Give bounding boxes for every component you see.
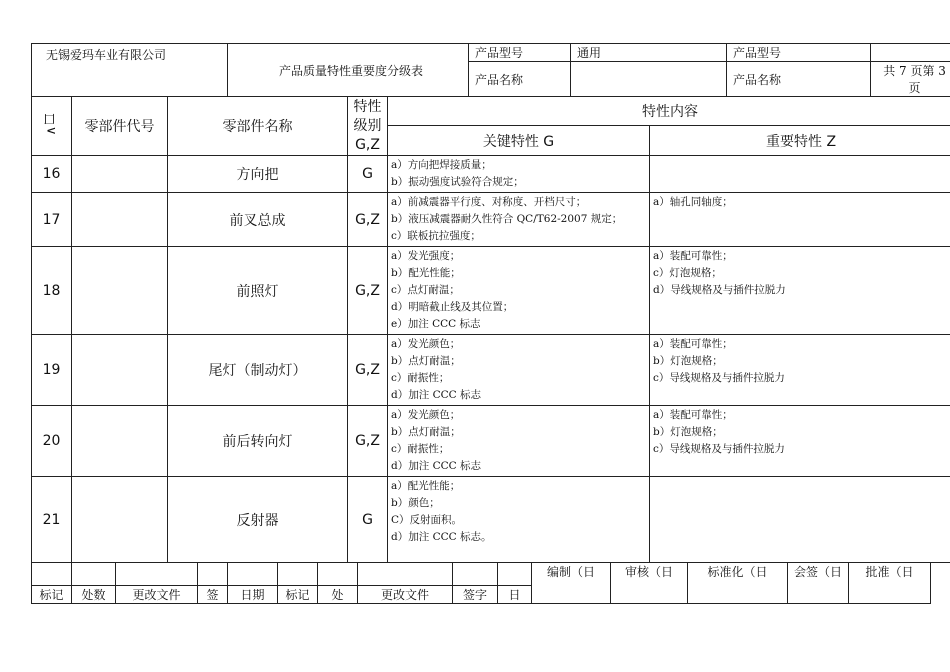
revision-sign-label: 签 [198,586,228,604]
key-characteristics-cell [388,406,650,477]
key-item: a）前减震器平行度、对称度、开档尺寸； [391,196,587,208]
table-row [32,335,950,406]
key-item: a）配光性能； [391,480,461,492]
important-item: d）导线规格及与插件拉脱力 [653,284,786,296]
revision-cell [198,563,228,586]
name-value-1 [571,62,727,97]
important-characteristic-header: 重要特性 Z [650,126,950,156]
level-cell: G [348,477,388,563]
part-code-header: 零部件代号 [72,97,168,156]
key-item: d）加注 CCC 标志 [391,460,482,472]
important-characteristics-cell [650,477,950,563]
name-label-2: 产品名称 [727,62,871,97]
revision-doc-label: 更改文件 [116,586,198,604]
part-code-cell [72,193,168,247]
name-label-1: 产品名称 [469,62,571,97]
important-item: b）灯泡规格； [653,355,723,367]
level-cell: G,Z [348,247,388,335]
revision-cell [358,563,453,586]
revision-doc-label-2: 更改文件 [358,586,453,604]
part-code-cell [72,477,168,563]
revision-table [31,562,931,604]
part-name-header: 零部件名称 [168,97,348,156]
key-item: c）耐振性； [391,372,450,384]
part-name-cell: 方向把 [168,156,348,193]
key-item: b）点灯耐温； [391,355,461,367]
sign-prepared: 编制（日 [532,563,611,604]
important-characteristics-cell [650,193,950,247]
key-item: c）联板抗拉强度； [391,230,481,242]
important-item: a）装配可靠性； [653,409,733,421]
row-number: 20 [32,406,72,477]
part-name-cell: 前叉总成 [168,193,348,247]
form-title: 产品质量特性重要度分级表 [228,44,469,97]
sign-standardized: 标准化（日 [688,563,788,604]
key-item: c）点灯耐温； [391,284,460,296]
part-code-cell [72,406,168,477]
key-characteristics-cell [388,156,650,193]
revision-cell [116,563,198,586]
key-item: C）反射面积。 [391,514,463,526]
key-item: d）明暗截止线及其位置； [391,301,514,313]
part-name-cell: 尾灯（制动灯） [168,335,348,406]
revision-cell [228,563,278,586]
key-item: b）配光性能； [391,267,461,279]
important-item: c）灯泡规格； [653,267,722,279]
table-row [32,156,950,193]
revision-cell [453,563,498,586]
page-count: 共 7 页第 3 页 [871,62,950,97]
revision-cell [72,563,116,586]
part-name-cell: 反射器 [168,477,348,563]
level-cell: G,Z [348,335,388,406]
revision-count-label: 处数 [72,586,116,604]
row-number: 17 [32,193,72,247]
sign-approved: 批准（日 [849,563,931,604]
important-characteristics-cell [650,335,950,406]
key-item: c）耐振性； [391,443,450,455]
part-code-cell [72,156,168,193]
revision-date-label: 日期 [228,586,278,604]
model-label-2: 产品型号 [727,44,871,62]
model-value-1: 通用 [571,44,727,62]
key-characteristics-cell [388,247,650,335]
key-item: e）加注 CCC 标志 [391,318,481,330]
sign-reviewed: 审核（日 [611,563,688,604]
revision-cell [498,563,532,586]
row-number: 18 [32,247,72,335]
part-name-cell: 前照灯 [168,247,348,335]
table-row [32,477,950,563]
form-table [31,43,950,563]
key-characteristics-cell [388,335,650,406]
important-item: a）装配可靠性； [653,250,733,262]
key-item: b）颜色； [391,497,440,509]
revision-cell [278,563,318,586]
important-item: b）灯泡规格； [653,426,723,438]
key-item: d）加注 CCC 标志 [391,389,482,401]
quality-form-sheet [31,43,946,604]
key-characteristics-cell [388,193,650,247]
key-item: b）振动强度试验符合规定； [391,176,524,188]
company-name: 无锡爱玛车业有限公司 [32,44,228,97]
key-item: a）发光颜色； [391,409,461,421]
part-code-cell [72,247,168,335]
revision-date-label-2: 日 [498,586,532,604]
revision-cell [32,563,72,586]
row-number: 19 [32,335,72,406]
table-row [32,406,950,477]
important-item: a）轴孔同轴度； [653,196,733,208]
level-cell: G,Z [348,406,388,477]
sign-countersigned: 会签（日 [788,563,849,604]
level-header: 特性 级别 G,Z [348,97,388,156]
row-number: 21 [32,477,72,563]
part-name-cell: 前后转向灯 [168,406,348,477]
revision-mark-label-2: 标记 [278,586,318,604]
important-characteristics-cell [650,247,950,335]
part-code-cell [72,335,168,406]
key-characteristics-cell [388,477,650,563]
level-cell: G,Z [348,193,388,247]
revision-signature-label: 签字 [453,586,498,604]
important-characteristics-cell [650,156,950,193]
table-row [32,193,950,247]
revision-cell [318,563,358,586]
revision-mark-label: 标记 [32,586,72,604]
important-characteristics-cell [650,406,950,477]
model-label-1: 产品型号 [469,44,571,62]
content-header: 特性内容 [388,97,950,126]
level-cell: G [348,156,388,193]
table-row [32,247,950,335]
seq-header: ∧口 [32,97,72,156]
key-item: a）发光强度； [391,250,461,262]
key-item: d）加注 CCC 标志。 [391,531,492,543]
key-item: a）方向把焊接质量； [391,159,492,171]
important-item: a）装配可靠性； [653,338,733,350]
model-value-2 [871,44,950,62]
important-item: c）导线规格及与插件拉脱力 [653,372,785,384]
key-item: a）发光颜色； [391,338,461,350]
revision-count-label-2: 处 [318,586,358,604]
row-number: 16 [32,156,72,193]
key-item: b）点灯耐温； [391,426,461,438]
important-item: c）导线规格及与插件拉脱力 [653,443,785,455]
key-item: b）液压减震器耐久性符合 QC/T62-2007 规定； [391,213,623,225]
key-characteristic-header: 关键特性 G [388,126,650,156]
